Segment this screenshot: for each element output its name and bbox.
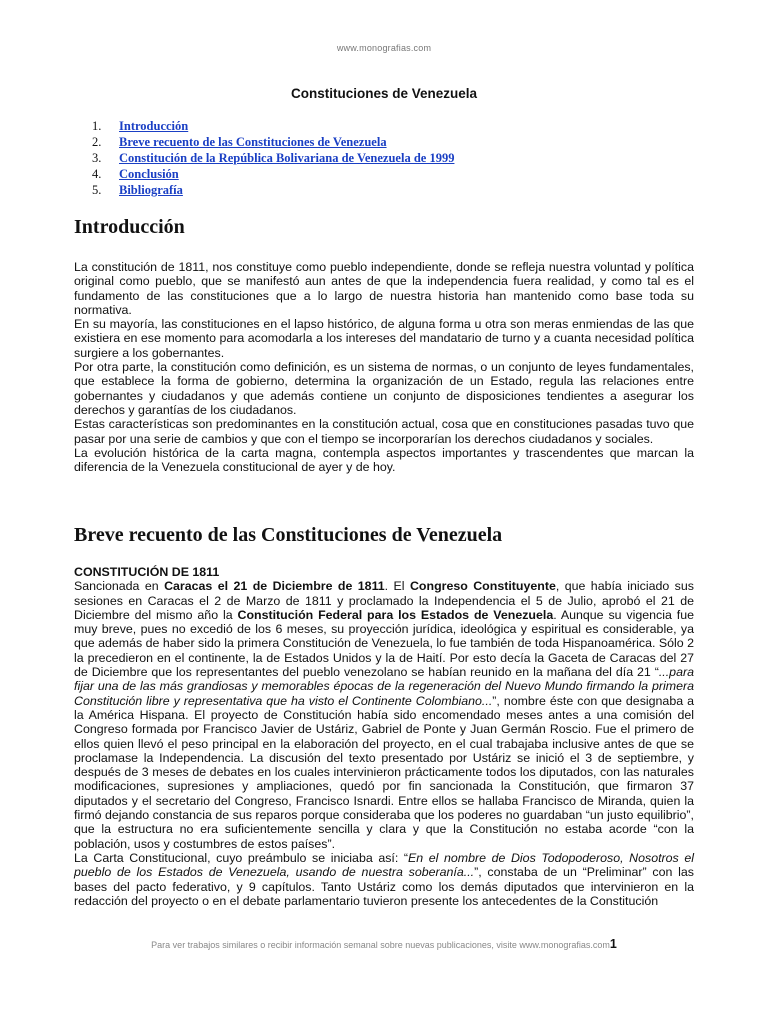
recuento-body (74, 565, 694, 908)
toc-link-conclusion[interactable]: Conclusión (119, 167, 179, 181)
toc-item (92, 134, 454, 150)
toc-item (92, 118, 454, 134)
section-heading-breve-recuento: Breve recuento de las Constituciones de Venezuela (74, 524, 503, 546)
text-run: . El (384, 579, 410, 594)
toc-item (92, 166, 454, 182)
text-run: Sancionada en (74, 579, 165, 594)
table-of-contents (92, 118, 454, 198)
text-run: ”, nombre éste con que designaba a la América Hispana. El proyecto de Constitución había sido encomendado meses antes a una comisión del Congreso formada por Francisco Javier de Ustáriz, Gabriel de Ponte y Juan Germán Roscio. Fue el primero de ellos quien llevó el peso principal en la elaboración del proyecto, en el cual trabajaba inclusive antes de que se proclamase la Independencia. La discusión del texto presentado por Ustáriz se inició el 3 de septiembre, y después de 3 meses de debates en los cuales intervinieron prácticamente todos los diputados, con las naturales modificaciones, supresiones y ampliaciones, quedó por fin sancionada la Constitución, que firmaron 37 diputados y el secretario del Congreso, Francisco Isnardi. Entre ellos se hallaba Francisco de Miranda, quien la firmó dejando constancia de sus reparos porque consideraba que los poderes no guardaban “un justo equilibrio”, que la estructura no era suficientemente sencilla y clara y que la Constitución no estaba acorde “con la población, usos y costumbres de estos países”. (74, 693, 694, 851)
subheading-constitucion-1811: CONSTITUCIÓN DE 1811 (74, 565, 220, 579)
bold-run: Caracas el 21 de Diciembre de 1811 (164, 579, 385, 594)
intro-paragraph: La evolución histórica de la carta magna, contempla aspectos importantes y trascendentes que marcan la diferencia de la Venezuela constitucional de ayer y de hoy. (74, 445, 694, 475)
bold-run: Congreso Constituyente (409, 579, 556, 594)
text-run: La Carta Constitucional, cuyo preámbulo se iniciaba así: “ (74, 850, 409, 865)
toc-link-constitucion-1999[interactable]: Constitución de la República Bolivariana de Venezuela de 1999 (119, 151, 455, 165)
toc-number: 4. (92, 167, 102, 181)
page-number: 1 (609, 937, 617, 951)
text-run: , que había iniciado sus sesiones en Caracas el 2 de Marzo de 1811 y proclamado la Independencia el 5 de Julio, aprobó el 21 de Diciembre del mismo año la (74, 579, 694, 622)
text-run: ”, constaba de un “Preliminar” con las bases del pacto federativo, y 9 capítulos. Tanto Ustáriz como los demás diputados que intervinieron en la redacción del proyecto o en el debate parlamentario tuvieron presente los antecedentes de la Constitución (74, 865, 694, 908)
page-footer (0, 937, 768, 951)
text-run: . Aunque su vigencia fue muy breve, pues no excedió de los 6 meses, su proyección jurídica, ideológica y espiritual es considerable, ya que además de haber sido la primera Constitución de Venezuela, lo fue también de toda Hispanoamérica. Sólo 2 la precedieron en el continente, la de Estados Unidos y la de Haití. Por esto decía la Gaceta de Caracas del 27 de Diciembre que los representantes del pueblo venezolano se habían reunido en la mañana del día 21 “ (74, 607, 694, 680)
toc-item (92, 150, 454, 166)
toc-link-introduccion[interactable]: Introducción (119, 119, 189, 133)
toc-number: 1. (92, 119, 102, 133)
toc-link-breve-recuento[interactable]: Breve recuento de las Constituciones de Venezuela (119, 135, 387, 149)
section-heading-introduccion: Introducción (74, 216, 185, 238)
intro-paragraph: La constitución de 1811, nos constituye como pueblo independiente, donde se refleja nuestra voluntad y política original como pueblo, que se manifestó aun antes de que la independencia fuera realidad, y como tal es el fundamento de las constituciones que a lo largo de nuestra historia han mantenido como base toda su normativa. (74, 260, 694, 317)
intro-body (74, 260, 694, 474)
intro-paragraph: Por otra parte, la constitución como definición, es un sistema de normas, o un conjunto de leyes fundamentales, que establece la forma de gobierno, determina la organización de un Estado, regula las relaciones entre gobernantes y ciudadanos y que además contiene un conjunto de disposiciones tendientes a asegurar los derechos y garantías de los ciudadanos. (74, 360, 694, 417)
carta-constitucional-paragraph (74, 851, 694, 908)
toc-link-bibliografia[interactable]: Bibliografía (119, 183, 183, 197)
italic-quote: En el nombre de Dios Todopoderoso, Nosotros el pueblo de los Estados de Venezuela, usando de nuestra soberanía... (74, 850, 694, 880)
bold-run: Constitución Federal para los Estados de Venezuela (237, 607, 554, 622)
toc-number: 5. (92, 183, 102, 197)
intro-paragraph: En su mayoría, las constituciones en el lapso histórico, de alguna forma u otra son meras enmiendas de las que existiera en ese momento para acomodarla a los intereses del mandatario de turno y a cuanta necesidad política surgiere a los gobernantes. (74, 317, 694, 360)
toc-item (92, 182, 454, 198)
toc-number: 3. (92, 151, 102, 165)
toc-number: 2. (92, 135, 102, 149)
footer-text: Para ver trabajos similares o recibir información semanal sobre nuevas publicaciones, visite www.monografias.com (151, 940, 610, 950)
site-header: www.monografias.com (336, 43, 432, 53)
constitucion-1811-paragraph (74, 579, 694, 851)
italic-quote: ...para fijar una de las más grandiosas y memorables épocas de la regeneración del Nuevo Mundo firmando la primera Constitución libre y representativa que ha visto el Continente Colombiano... (74, 665, 694, 708)
document-title: Constituciones de Venezuela (290, 86, 478, 101)
intro-paragraph: Estas características son predominantes en la constitución actual, cosa que en constituciones pasadas tuvo que pasar por una serie de cambios y que con el tiempo se incorporarían los derechos ciudadanos y sociales. (74, 417, 694, 446)
